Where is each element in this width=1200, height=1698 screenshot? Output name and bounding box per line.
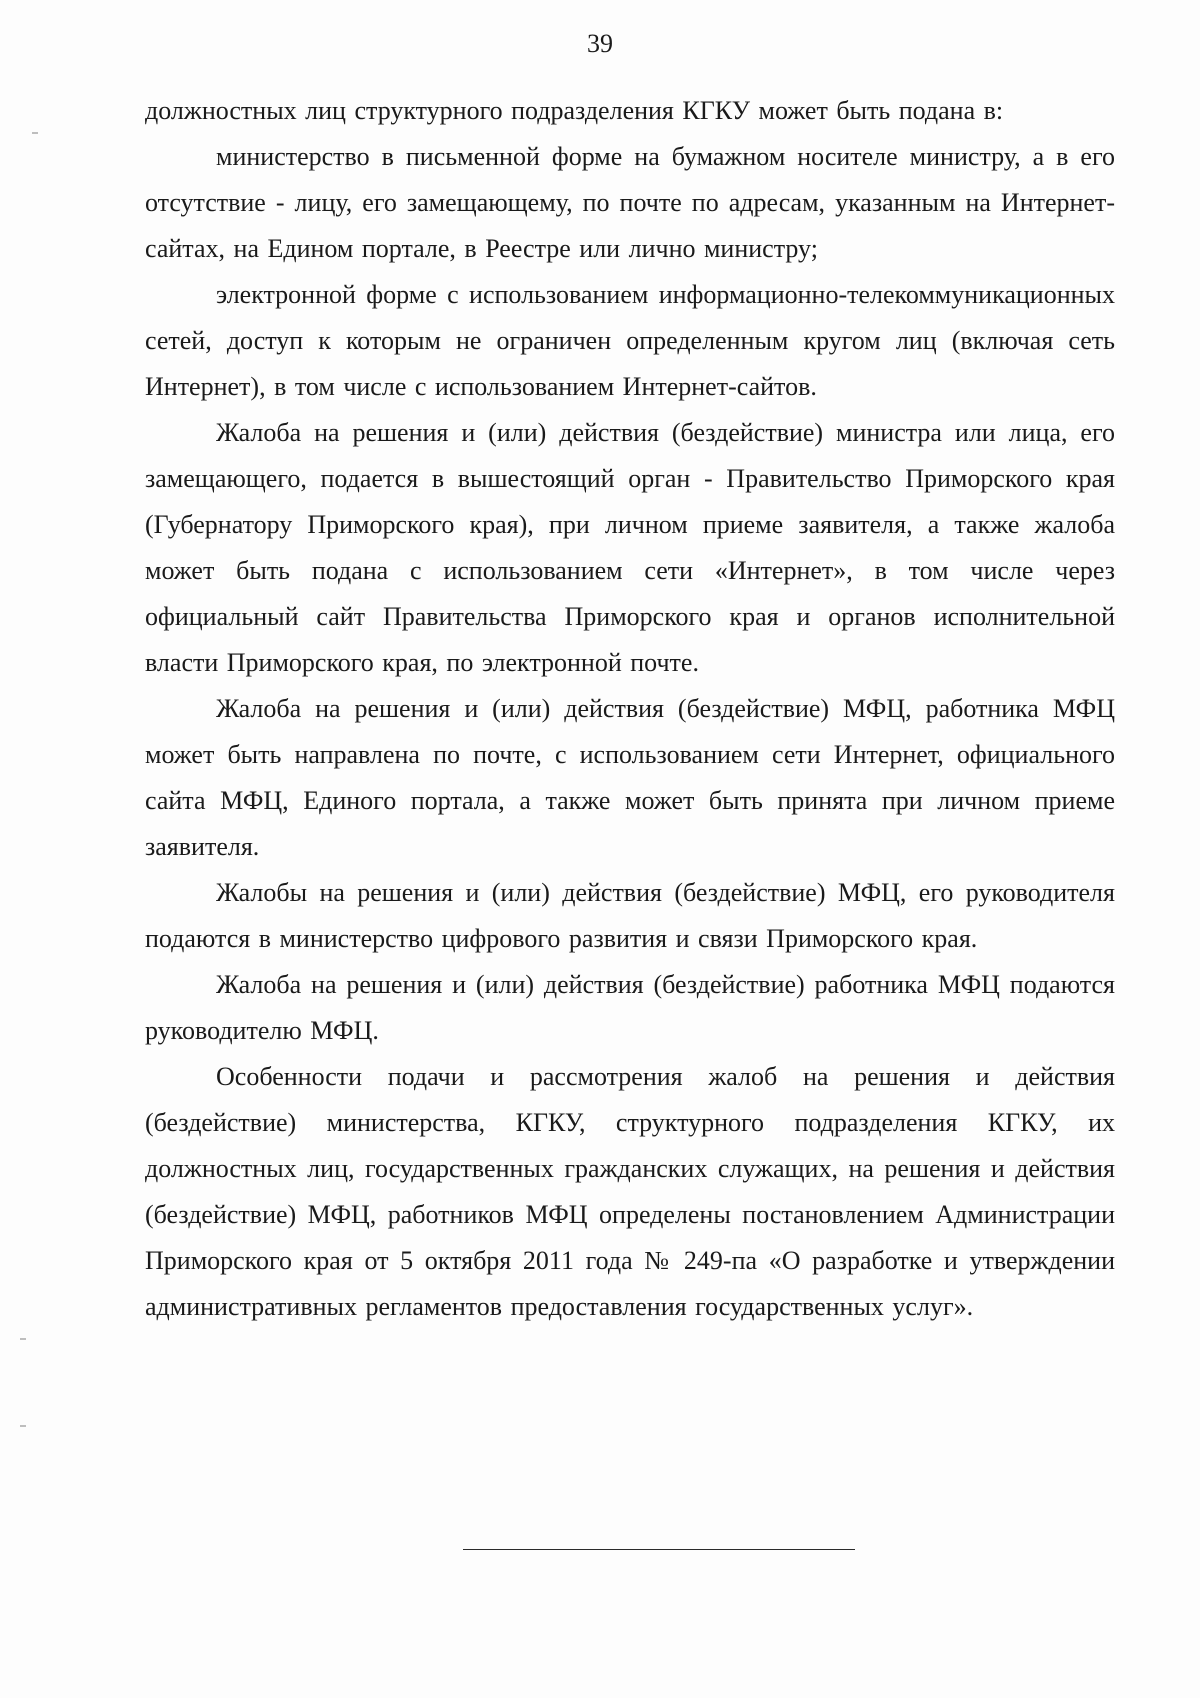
closing-separator-line (463, 1549, 855, 1550)
paragraph-features-of-complaints: Особенности подачи и рассмотрения жалоб на решения и действия (бездействие) министерства, КГКУ, структурного подразделения КГКУ, их должностных лиц, государственных гражданских служащих, на решения и действия (бездействие) МФЦ, работников МФЦ определены постановлением Администрации Приморского края от 5 октября 2011 года № 249-па «О разработке и утверждении административных регламентов предоставления государственных услуг». (145, 1062, 1115, 1321)
scan-artifact-mark (32, 132, 38, 134)
paragraph-continuation: должностных лиц структурного подразделения КГКУ может быть подана в: (145, 96, 1004, 125)
paragraph-complaint-minister: Жалоба на решения и (или) действия (бездействие) министра или лица, его замещающего, подается в вышестоящий орган - Правительство Приморского края (Губернатору Приморского края), при личном приеме заявителя, а также жалоба может быть подана с использованием сети «Интернет», в том числе через официальный сайт Правительства Приморского края и органов исполнительной власти Приморского края, по электронной почте. (145, 418, 1115, 677)
paragraph-electronic-form: электронной форме с использованием информационно-телекоммуникационных сетей, доступ к которым не ограничен определенным кругом лиц (включая сеть Интернет), в том числе с использованием Интернет-сайтов. (145, 280, 1115, 401)
paragraph-complaint-mfc: Жалоба на решения и (или) действия (бездействие) МФЦ, работника МФЦ может быть направлена по почте, с использованием сети Интернет, официального сайта МФЦ, Единого портала, а также может быть принята при личном приеме заявителя. (145, 694, 1115, 861)
scan-artifact-mark (20, 1338, 26, 1340)
paragraph-complaint-mfc-employee: Жалоба на решения и (или) действия (бездействие) работника МФЦ подаются руководителю МФЦ. (145, 970, 1115, 1045)
page-number: 39 (587, 29, 613, 58)
scan-artifact-mark (20, 1425, 26, 1427)
document-body (145, 88, 1115, 1330)
paragraph-complaints-mfc-head: Жалобы на решения и (или) действия (бездействие) МФЦ, его руководителя подаются в министерство цифрового развития и связи Приморского края. (145, 878, 1115, 953)
paragraph-ministry-paper-form: министерство в письменной форме на бумажном носителе министру, а в его отсутствие - лицу, его замещающему, по почте по адресам, указанным на Интернет-сайтах, на Едином портале, в Реестре или лично министру; (145, 142, 1115, 263)
